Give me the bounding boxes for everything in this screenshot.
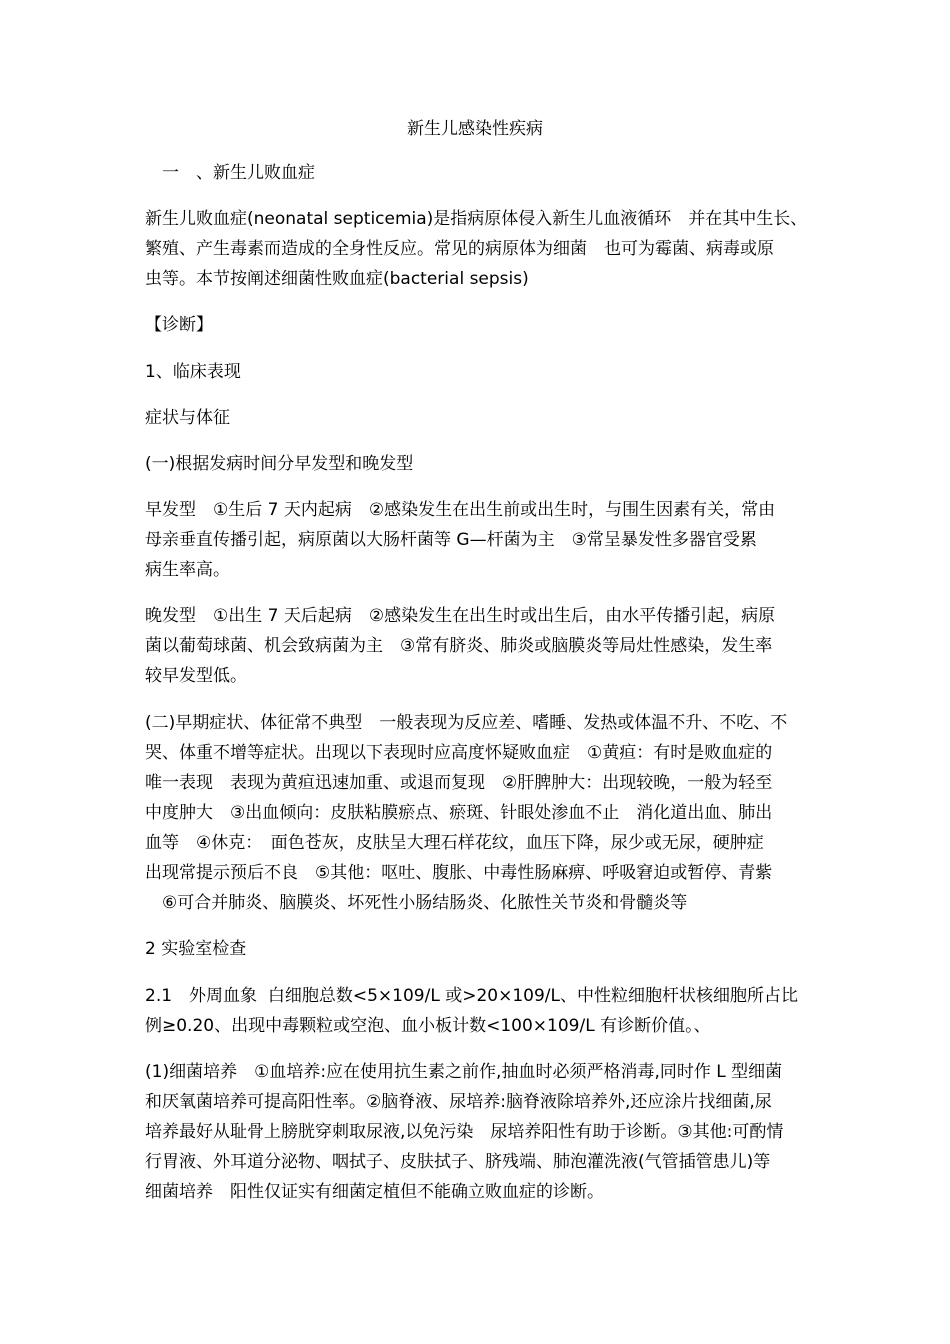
early-onset-line: 早发型 ①生后 7 天内起病 ②感染发生在出生前或出生时，与围生因素有关，常由 xyxy=(145,500,776,520)
early-symptoms-line: 唯一表现 表现为黄疸迅速加重、或退而复现 ②肝脾肿大：出现较晚，一般为轻至 xyxy=(145,773,773,793)
blood-picture-line: 例≥0.20、出现中毒颗粒或空泡、血小板计数<100×109/L 有诊断价值。、 xyxy=(145,1016,711,1036)
intro-line: 新生儿败血症(neonatal septicemia)是指病原体侵入新生儿血液循环 并在其中生长、 xyxy=(145,209,808,229)
culture-line: 和厌氧菌培养可提高阳性率。②脑脊液、尿培养:脑脊液除培养外,还应涂片找细菌,尿 xyxy=(145,1092,772,1112)
symptoms-heading: 症状与体征 xyxy=(145,408,230,428)
page-title: 新生儿感染性疾病 xyxy=(407,119,543,139)
early-symptoms-line: 中度肿大 ③出血倾向：皮肤粘膜瘀点、瘀斑、针眼处渗血不止 消化道出血、肺出 xyxy=(145,803,773,823)
late-onset-line: 菌以葡萄球菌、机会致病菌为主 ③常有脐炎、肺炎或脑膜炎等局灶性感染，发生率 xyxy=(145,636,773,656)
early-symptoms-line: 哭、体重不增等症状。出现以下表现时应高度怀疑败血症 ①黄疸：有时是败血症的 xyxy=(145,743,773,763)
culture-line: (1)细菌培养 ①血培养:应在使用抗生素之前作,抽血时必须严格消毒,同时作 L 型细菌 xyxy=(145,1062,783,1082)
lab-heading: 2 实验室检查 xyxy=(145,939,247,959)
early-symptoms-line: 血等 ④休克： 面色苍灰，皮肤呈大理石样花纹，血压下降，尿少或无尿，硬肿症 xyxy=(145,833,764,853)
intro-line: 繁殖、产生毒素而造成的全身性反应。常见的病原体为细菌 也可为霉菌、病毒或原 xyxy=(145,239,774,259)
culture-line: 培养最好从耻骨上膀胱穿刺取尿液,以免污染 尿培养阳性有助于诊断。③其他:可酌情 xyxy=(145,1122,784,1142)
early-symptoms-line: (二)早期症状、体征常不典型 一般表现为反应差、嗜睡、发热或体温不升、不吃、不 xyxy=(145,713,788,733)
early-symptoms-line: ⑥可合并肺炎、脑膜炎、坏死性小肠结肠炎、化脓性关节炎和骨髓炎等 xyxy=(145,893,688,913)
onset-heading: (一)根据发病时间分早发型和晚发型 xyxy=(145,454,414,474)
early-onset-line: 病生率高。 xyxy=(145,560,230,580)
blood-picture-line: 2.1 外周血象 白细胞总数<5×109/L 或>20×109/L、中性粒细胞杆状核细胞所占比 xyxy=(145,986,798,1006)
early-symptoms-line: 出现常提示预后不良 ⑤其他：呕吐、腹胀、中毒性肠麻痹、呼吸窘迫或暂停、青紫 xyxy=(145,863,773,883)
diagnosis-heading: 【诊断】 xyxy=(145,315,213,335)
late-onset-line: 较早发型低。 xyxy=(145,666,247,686)
late-onset-line: 晚发型 ①出生 7 天后起病 ②感染发生在出生时或出生后，由水平传播引起，病原 xyxy=(145,606,776,626)
culture-line: 细菌培养 阳性仅证实有细菌定植但不能确立败血症的诊断。 xyxy=(145,1182,604,1202)
clinical-heading: 1、临床表现 xyxy=(145,362,241,382)
early-onset-line: 母亲垂直传播引起，病原菌以大肠杆菌等 G—杆菌为主 ③常呈暴发性多器官受累 xyxy=(145,530,757,550)
culture-line: 行胃液、外耳道分泌物、咽拭子、皮肤拭子、脐残端、肺泡灌洗液(气管插管患儿)等 xyxy=(145,1152,771,1172)
section-heading: 一 、新生儿败血症 xyxy=(162,163,315,183)
intro-line: 虫等。本节按阐述细菌性败血症(bacterial sepsis) xyxy=(145,269,529,289)
